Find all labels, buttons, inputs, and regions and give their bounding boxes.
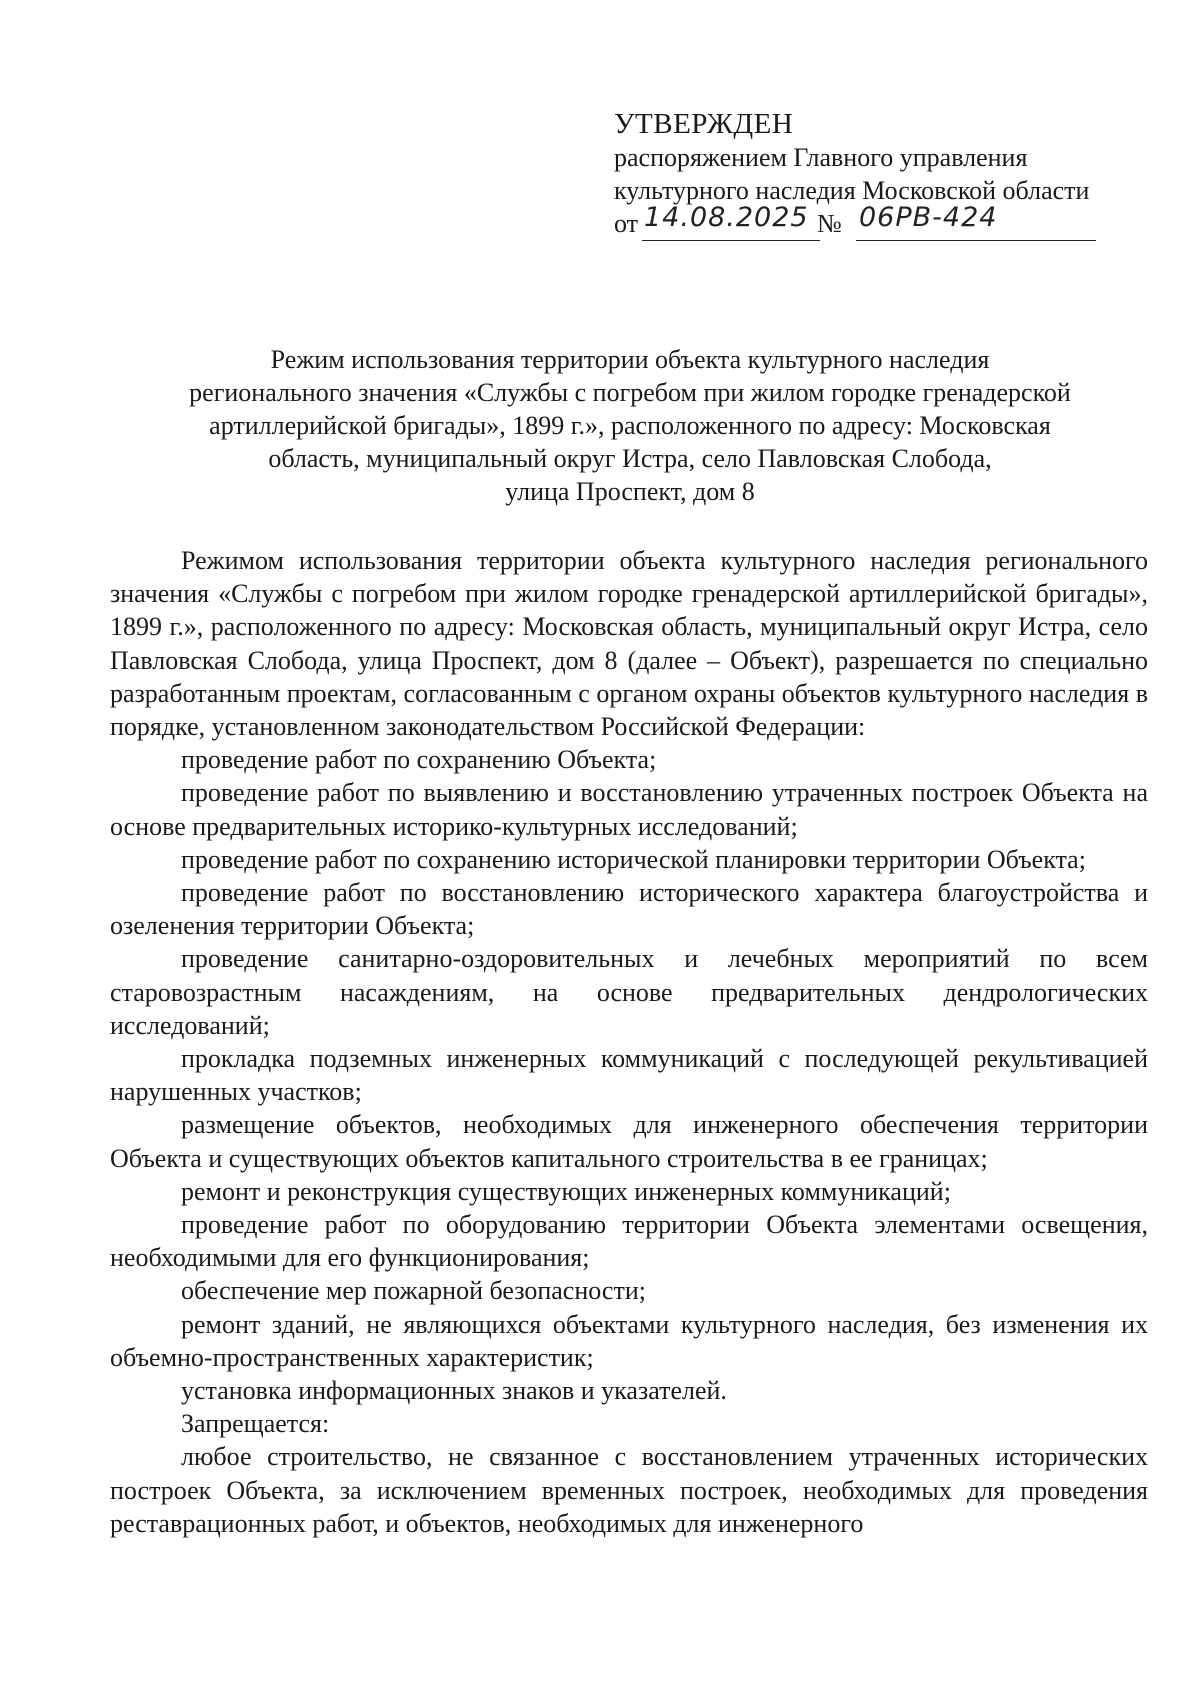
list-item: проведение работ по сохранению исторической планировки территории Объекта; bbox=[181, 844, 1086, 874]
list-item: проведение санитарно-оздоровительных и лечебных мероприятий по всем старовозрастным насаждениям, на основе предварительных дендрологических исследований; bbox=[110, 944, 1148, 1040]
heading-line: область, муниципальный округ Истра, село Павловская Слобода, bbox=[268, 444, 992, 473]
heading-line: Режим использования территории объекта культурного наследия bbox=[270, 345, 990, 374]
paragraph-intro: Режимом использования территории объекта культурного наследия регионального значения «Службы с погребом при жилом городке гренадерской артиллерийской бригады», 1899 г.», расположенного по адресу: Московская область, муниципальный округ Истра, село Павловская Слобода, улица Проспект, дом 8 (далее – Объект), разрешается по специально разработанным проектам, согласованным с органом охраны объектов культурного наследия в порядке, установленном законодательством Российской Федерации: bbox=[110, 546, 1148, 742]
handwritten-number: 06РВ-424 bbox=[859, 202, 998, 233]
approval-date-line bbox=[614, 202, 1154, 243]
number-underline bbox=[856, 240, 1096, 241]
date-prefix: от bbox=[614, 209, 639, 238]
list-item: проведение работ по выявлению и восстановлению утраченных построек Объекта на основе предварительных историко-культурных исследований; bbox=[110, 778, 1148, 841]
approval-title: УТВЕРЖДЕН bbox=[614, 108, 794, 140]
list-item: ремонт зданий, не являющихся объектами культурного наследия, без изменения их объемно-пространственных характеристик; bbox=[110, 1309, 1148, 1372]
list-item: любое строительство, не связанное с восстановлением утраченных исторических построек Объекта, за исключением временных построек, необходимых для проведения реставрационных работ, и объектов, необходимых для инженерного bbox=[110, 1442, 1148, 1538]
approval-block bbox=[614, 108, 1154, 243]
heading-line: улица Проспект, дом 8 bbox=[505, 477, 755, 506]
number-prefix: № bbox=[817, 209, 842, 238]
list-item: проведение работ по оборудованию территории Объекта элементами освещения, необходимыми для его функционирования; bbox=[110, 1210, 1148, 1273]
prohibited-heading: Запрещается: bbox=[181, 1409, 330, 1439]
handwritten-date: 14.08.2025 bbox=[644, 202, 809, 233]
approval-line-2: культурного наследия Московской области bbox=[614, 176, 1090, 205]
list-item: прокладка подземных инженерных коммуникаций с последующей рекультивацией нарушенных участков; bbox=[110, 1044, 1148, 1107]
heading-line: регионального значения «Службы с погребом при жилом городке гренадерской bbox=[189, 378, 1071, 407]
approval-line-1: распоряжением Главного управления bbox=[614, 143, 1028, 172]
list-item: ремонт и реконструкция существующих инженерных коммуникаций; bbox=[181, 1176, 951, 1206]
list-item: обеспечение мер пожарной безопасности; bbox=[181, 1276, 646, 1306]
document-heading bbox=[110, 343, 1150, 508]
list-item: проведение работ по сохранению Объекта; bbox=[181, 745, 657, 775]
heading-line: артиллерийской бригады», 1899 г.», расположенного по адресу: Московская bbox=[209, 411, 1051, 440]
list-item: размещение объектов, необходимых для инженерного обеспечения территории Объекта и существующих объектов капитального строительства в ее границах; bbox=[110, 1110, 1148, 1173]
list-item: проведение работ по восстановлению исторического характера благоустройства и озеленения территории Объекта; bbox=[110, 878, 1148, 941]
date-underline bbox=[642, 240, 820, 241]
document-body bbox=[110, 544, 1148, 1540]
list-item: установка информационных знаков и указателей. bbox=[181, 1376, 727, 1406]
